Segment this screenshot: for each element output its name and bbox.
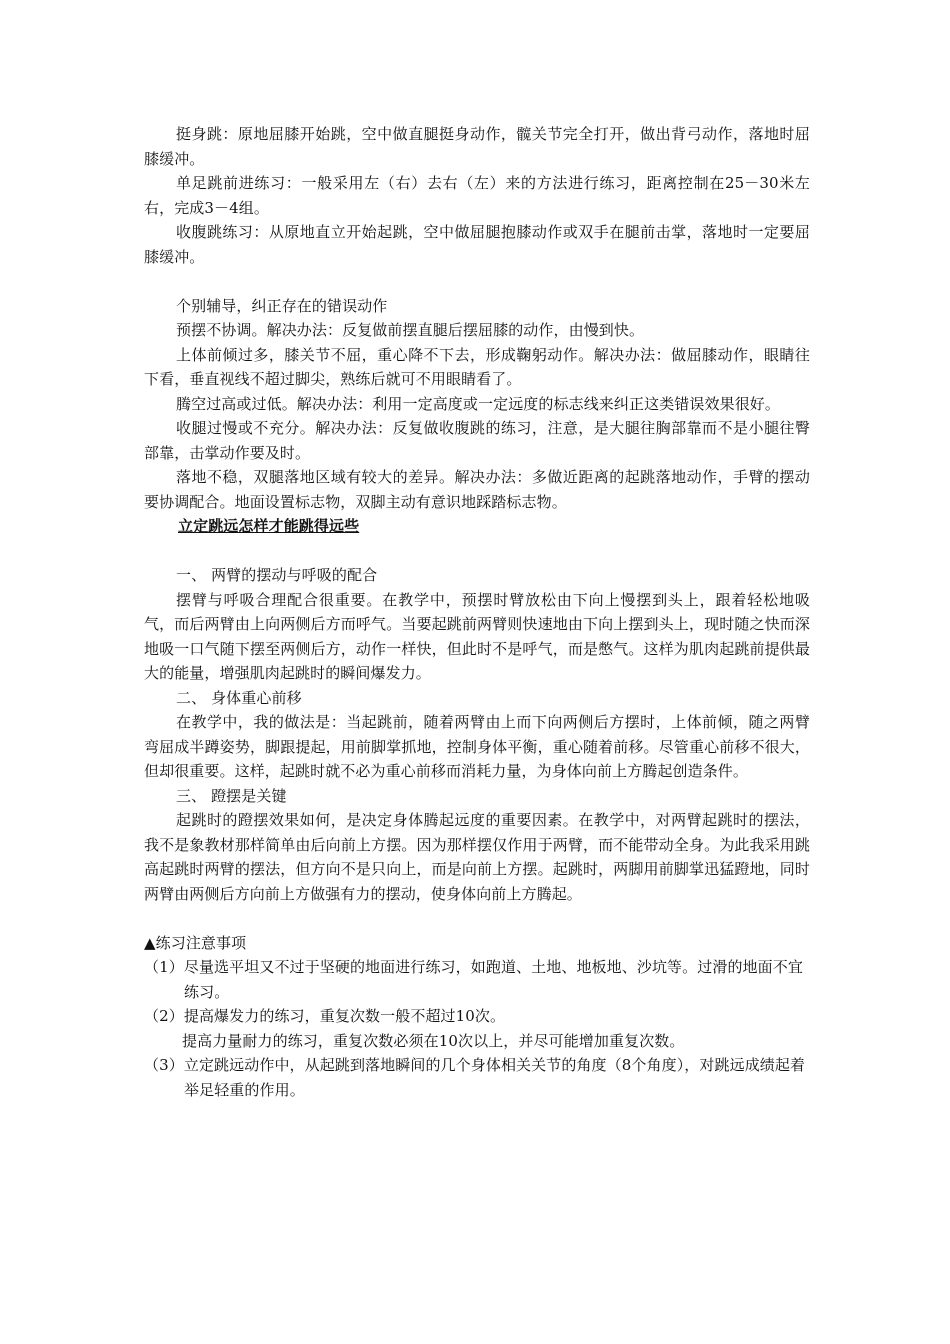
document-page: [144, 122, 810, 1102]
subsection-heading: 三、 蹬摆是关键: [176, 786, 287, 805]
guidance-item: 腾空过高或过低。解决办法：利用一定高度或一定远度的标志线来纠正这类错误效果很好。: [176, 394, 781, 413]
note-item: （3）立定跳远动作中，从起跳到落地瞬间的几个身体相关关节的角度（8个角度），对跳远成绩起着举足轻重的作用。: [144, 1056, 806, 1099]
paragraph-shou-fu-tiao: 收腹跳练习：从原地直立开始起跳，空中做屈腿抱膝动作或双手在腿前击掌，落地时一定要屈膝缓冲。: [144, 223, 810, 266]
blank-line: [144, 269, 810, 294]
section-title: 立定跳远怎样才能跳得远些: [178, 517, 360, 535]
note-item: （2）提高爆发力的练习，重复次数一般不超过10次。: [144, 1007, 506, 1025]
note-item: （1）尽量选平坦又不过于坚硬的地面进行练习，如跑道、土地、地板地、沙坑等。过滑的地面不宜练习。: [144, 958, 803, 1001]
guidance-heading: 个别辅导，纠正存在的错误动作: [176, 296, 388, 315]
section-paragraph: 起跳时的蹬摆效果如何，是决定身体腾起远度的重要因素。在教学中，对两臂起跳时的摆法，我不是象教材那样简单由后向前上方摆。因为那样摆仅作用于两臂，而不能带动全身。为此我采用跳高起跳时两臂的摆法，但方向不是只向上，而是向前上方摆。起跳时，两脚用前脚掌迅猛蹬地，同时两臂由两侧后方向前上方做强有力的摆动，使身体向前上方腾起。: [144, 811, 810, 903]
paragraph-dan-zu-tiao: 单足跳前进练习：一般采用左（右）去右（左）来的方法进行练习，距离控制在25－30米左右，完成3－4组。: [144, 174, 810, 217]
notes-title: ▲练习注意事项: [144, 933, 247, 952]
guidance-item: 落地不稳，双腿落地区域有较大的差异。解决办法：多做近距离的起跳落地动作，手臂的摆动要协调配合。地面设置标志物，双脚主动有意识地踩踏标志物。: [144, 468, 810, 511]
blank-line: [144, 906, 810, 931]
blank-line: [144, 539, 810, 564]
subsection-heading: 一、 两臂的摆动与呼吸的配合: [176, 566, 378, 584]
paragraph-ting-shen-tiao: 挺身跳：原地屈膝开始跳，空中做直腿挺身动作，髋关节完全打开，做出背弓动作，落地时屈膝缓冲。: [144, 125, 810, 168]
note-item-continued: 提高力量耐力的练习，重复次数必须在10次以上，并尽可能增加重复次数。: [182, 1031, 685, 1050]
section-paragraph: 摆臂与呼吸合理配合很重要。在教学中，预摆时臂放松由下向上慢摆到头上，跟着轻松地吸气，而后两臂由上向两侧后方而呼气。当要起跳前两臂则快速地由下向上摆到头上，现时随之快而深地吸一口气随下摆至两侧后方，动作一样快，但此时不是呼气，而是憋气。这样为肌肉起跳前提供最大的能量，增强肌肉起跳时的瞬间爆发力。: [144, 590, 810, 682]
guidance-item: 上体前倾过多，膝关节不屈，重心降不下去，形成鞠躬动作。解决办法：做屈膝动作，眼睛往下看，垂直视线不超过脚尖，熟练后就可不用眼睛看了。: [144, 345, 810, 388]
guidance-item: 预摆不协调。解决办法：反复做前摆直腿后摆屈膝的动作，由慢到快。: [176, 321, 645, 339]
subsection-heading: 二、 身体重心前移: [176, 688, 302, 707]
section-paragraph: 在教学中，我的做法是：当起跳前，随着两臂由上而下向两侧后方摆时，上体前倾，随之两臂弯屈成半蹲姿势，脚跟提起，用前脚掌抓地，控制身体平衡，重心随着前移。尽管重心前移不很大，但却很重要。这样，起跳时就不必为重心前移而消耗力量，为身体向前上方腾起创造条件。: [144, 713, 810, 780]
guidance-item: 收腿过慢或不充分。解决办法：反复做收腹跳的练习，注意，是大腿往胸部靠而不是小腿往臀部靠，击掌动作要及时。: [144, 419, 810, 462]
